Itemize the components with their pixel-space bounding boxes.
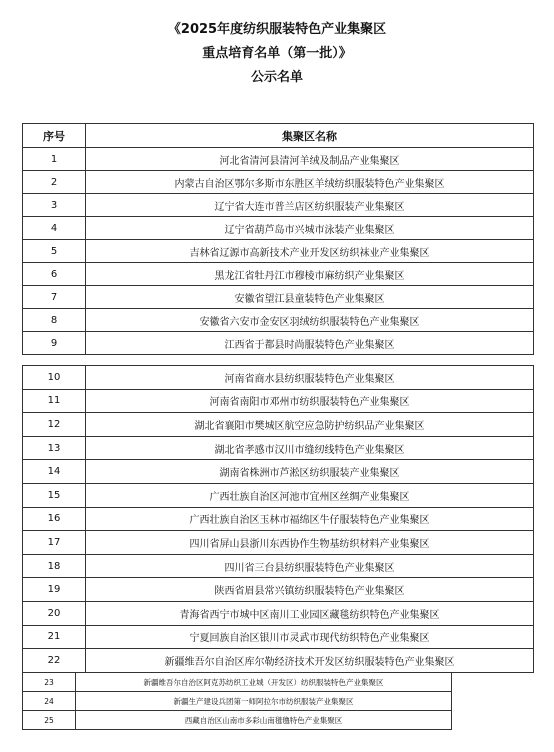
table-row bbox=[23, 148, 534, 171]
row-cluster-name: 新疆维吾尔自治区阿克苏纺织工业城（开发区）纺织服装特色产业集聚区 bbox=[76, 673, 452, 692]
table-row bbox=[23, 171, 534, 194]
row-number: 8 bbox=[23, 309, 86, 332]
table-row bbox=[23, 601, 534, 625]
row-number: 23 bbox=[23, 673, 76, 692]
table-row bbox=[23, 507, 534, 531]
row-number: 4 bbox=[23, 217, 86, 240]
row-cluster-name: 内蒙古自治区鄂尔多斯市东胜区羊绒纺织服装特色产业集聚区 bbox=[86, 171, 534, 194]
cluster-table-part2 bbox=[22, 365, 534, 673]
row-cluster-name: 陕西省眉县常兴镇纺织服装特色产业集聚区 bbox=[86, 578, 534, 602]
row-number: 14 bbox=[23, 460, 86, 484]
table-row bbox=[23, 217, 534, 240]
row-cluster-name: 四川省屏山县浙川东西协作生物基纺织材料产业集聚区 bbox=[86, 531, 534, 555]
table-row bbox=[23, 673, 452, 692]
row-number: 18 bbox=[23, 554, 86, 578]
row-cluster-name: 湖北省孝感市汉川市缝纫线特色产业集聚区 bbox=[86, 436, 534, 460]
cluster-table-part3 bbox=[22, 672, 452, 730]
row-number: 13 bbox=[23, 436, 86, 460]
row-number: 24 bbox=[23, 692, 76, 711]
table-row bbox=[23, 194, 534, 217]
table-row bbox=[23, 389, 534, 413]
table-row bbox=[23, 554, 534, 578]
table-row bbox=[23, 240, 534, 263]
table-header-row bbox=[23, 124, 534, 148]
row-cluster-name: 江西省于都县时尚服装特色产业集聚区 bbox=[86, 332, 534, 355]
doc-title-line1: 《2025年度纺织服装特色产业集聚区 bbox=[167, 22, 387, 37]
row-cluster-name: 河南省南阳市邓州市纺织服装特色产业集聚区 bbox=[86, 389, 534, 413]
header-number: 序号 bbox=[23, 124, 86, 148]
row-number: 3 bbox=[23, 194, 86, 217]
row-number: 11 bbox=[23, 389, 86, 413]
row-number: 9 bbox=[23, 332, 86, 355]
row-number: 19 bbox=[23, 578, 86, 602]
table-row bbox=[23, 309, 534, 332]
table-row bbox=[23, 531, 534, 555]
row-cluster-name: 辽宁省葫芦岛市兴城市泳装产业集聚区 bbox=[86, 217, 534, 240]
row-cluster-name: 湖北省襄阳市樊城区航空应急防护纺织品产业集聚区 bbox=[86, 413, 534, 437]
row-number: 15 bbox=[23, 483, 86, 507]
row-number: 21 bbox=[23, 625, 86, 649]
table-row bbox=[23, 366, 534, 390]
row-cluster-name: 湖南省株洲市芦淞区纺织服装产业集聚区 bbox=[86, 460, 534, 484]
row-cluster-name: 辽宁省大连市普兰店区纺织服装产业集聚区 bbox=[86, 194, 534, 217]
row-number: 16 bbox=[23, 507, 86, 531]
row-cluster-name: 四川省三台县纺织服装特色产业集聚区 bbox=[86, 554, 534, 578]
row-number: 5 bbox=[23, 240, 86, 263]
table-row bbox=[23, 578, 534, 602]
doc-subtitle: 公示名单 bbox=[250, 70, 303, 85]
table-row bbox=[23, 460, 534, 484]
row-number: 10 bbox=[23, 366, 86, 390]
row-number: 6 bbox=[23, 263, 86, 286]
row-cluster-name: 广西壮族自治区玉林市福绵区牛仔服装特色产业集聚区 bbox=[86, 507, 534, 531]
cluster-table-part1 bbox=[22, 123, 534, 355]
row-number: 12 bbox=[23, 413, 86, 437]
row-number: 22 bbox=[23, 649, 86, 673]
row-number: 17 bbox=[23, 531, 86, 555]
row-cluster-name: 安徽省望江县童装特色产业集聚区 bbox=[86, 286, 534, 309]
row-cluster-name: 新疆生产建设兵团第一师阿拉尔市纺织服装产业集聚区 bbox=[76, 692, 452, 711]
row-cluster-name: 广西壮族自治区河池市宜州区丝绸产业集聚区 bbox=[86, 483, 534, 507]
row-cluster-name: 青海省西宁市城中区南川工业园区藏毯纺织特色产业集聚区 bbox=[86, 601, 534, 625]
row-number: 20 bbox=[23, 601, 86, 625]
row-cluster-name: 安徽省六安市金安区羽绒纺织服装特色产业集聚区 bbox=[86, 309, 534, 332]
table-row bbox=[23, 286, 534, 309]
row-number: 25 bbox=[23, 711, 76, 730]
table-row bbox=[23, 436, 534, 460]
row-cluster-name: 河南省商水县纺织服装特色产业集聚区 bbox=[86, 366, 534, 390]
row-cluster-name: 新疆维吾尔自治区库尔勒经济技术开发区纺织服装特色产业集聚区 bbox=[86, 649, 534, 673]
row-cluster-name: 吉林省辽源市高新技术产业开发区纺织袜业产业集聚区 bbox=[86, 240, 534, 263]
row-number: 7 bbox=[23, 286, 86, 309]
header-cluster-name: 集聚区名称 bbox=[86, 124, 534, 148]
table-row bbox=[23, 649, 534, 673]
table-row bbox=[23, 711, 452, 730]
table-row bbox=[23, 263, 534, 286]
row-cluster-name: 黑龙江省牡丹江市穆棱市麻纺织产业集聚区 bbox=[86, 263, 534, 286]
row-number: 1 bbox=[23, 148, 86, 171]
table-row bbox=[23, 332, 534, 355]
table-row bbox=[23, 483, 534, 507]
doc-title-line2: 重点培育名单（第一批）》 bbox=[202, 46, 352, 61]
table-row bbox=[23, 625, 534, 649]
row-cluster-name: 西藏自治区山南市多彩山南氆氇特色产业集聚区 bbox=[76, 711, 452, 730]
table-row bbox=[23, 413, 534, 437]
row-cluster-name: 宁夏回族自治区银川市灵武市现代纺织特色产业集聚区 bbox=[86, 625, 534, 649]
row-cluster-name: 河北省清河县清河羊绒及制品产业集聚区 bbox=[86, 148, 534, 171]
table-row bbox=[23, 692, 452, 711]
row-number: 2 bbox=[23, 171, 86, 194]
